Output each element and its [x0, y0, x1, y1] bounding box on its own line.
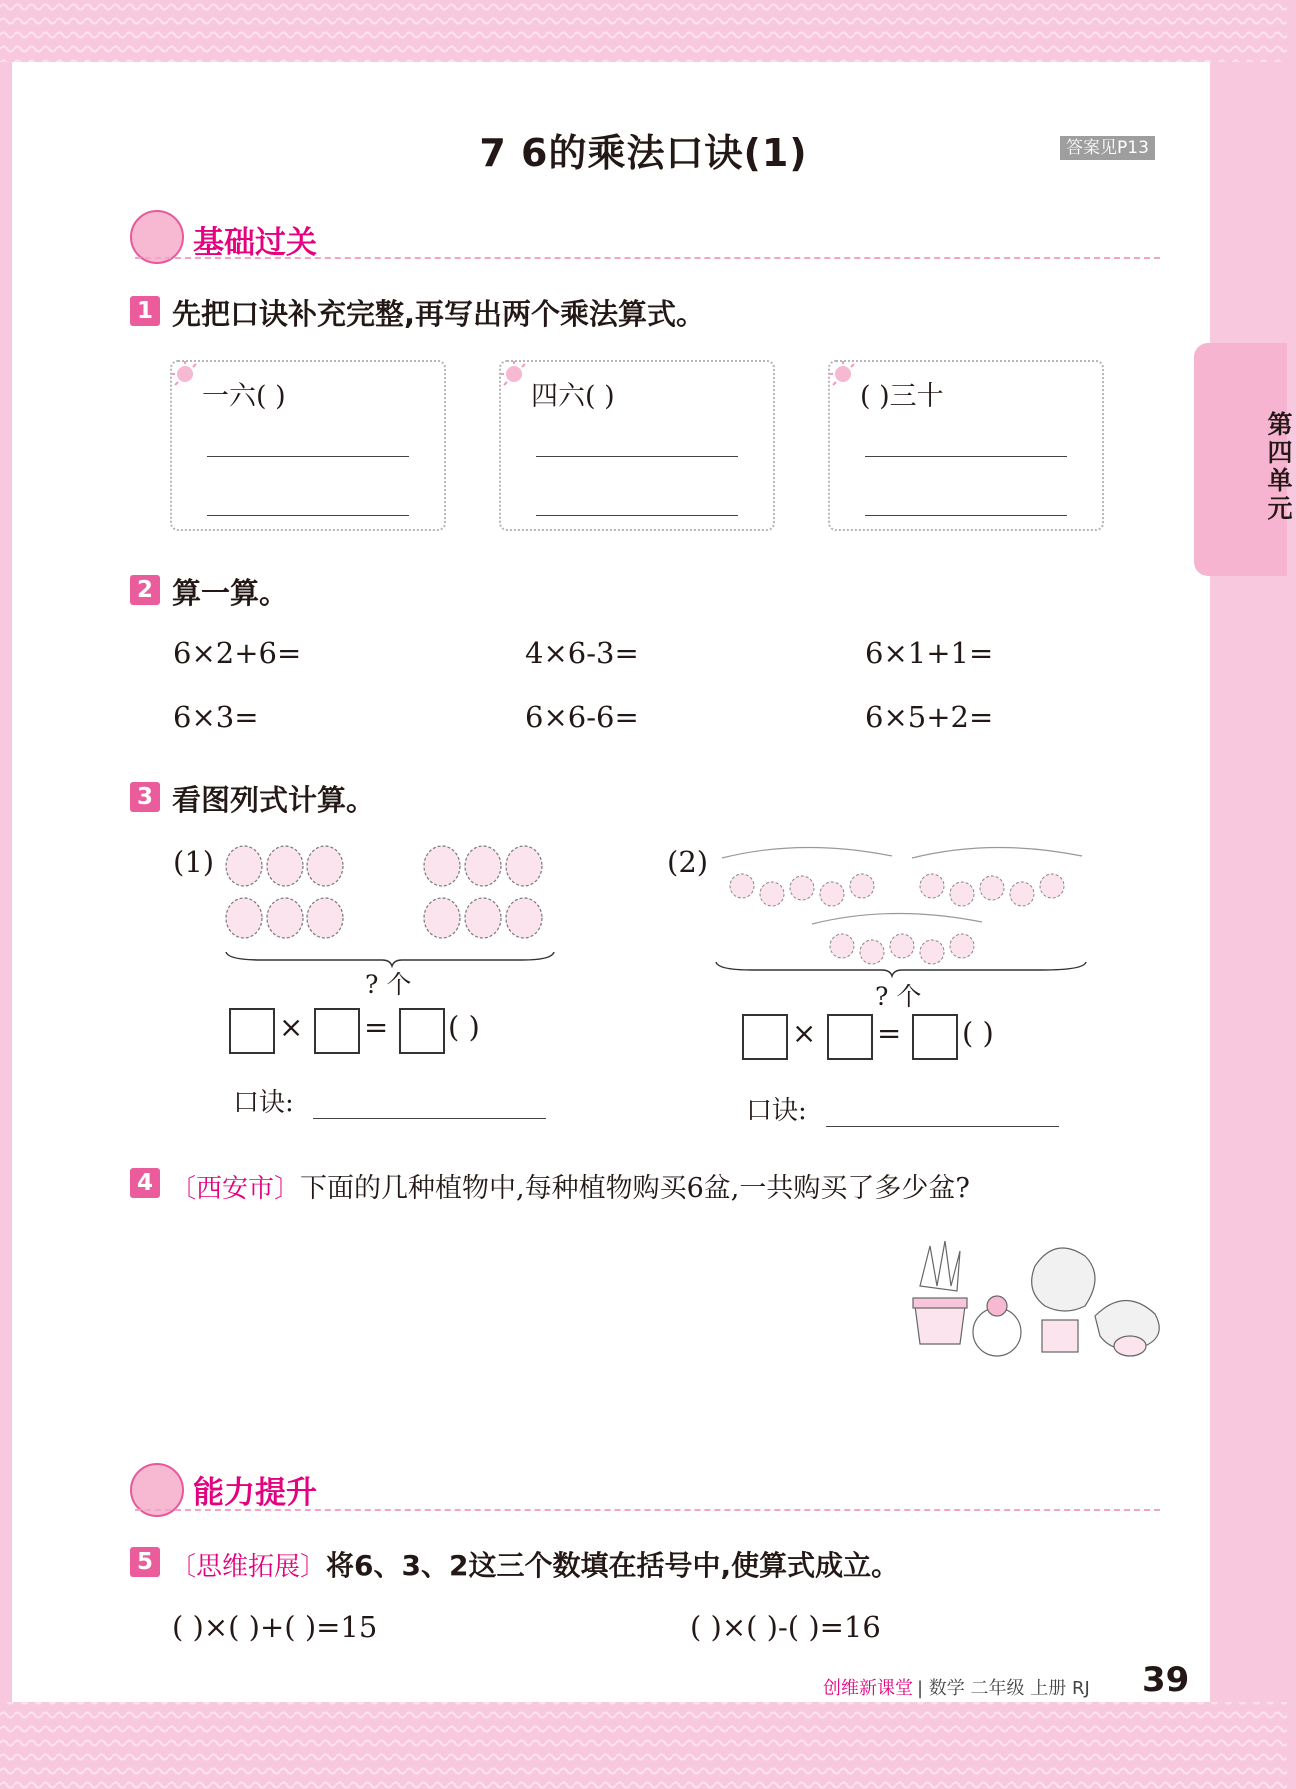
calc-item: 6×5+2=: [865, 700, 994, 734]
answer-box[interactable]: [742, 1014, 788, 1060]
section-divider: [135, 1509, 1160, 1511]
answer-line[interactable]: [207, 456, 409, 457]
sun-icon: [828, 360, 862, 390]
calc-item: 6×2+6=: [173, 636, 302, 670]
koujue-card: [499, 360, 775, 531]
equals-sign: =: [364, 1010, 389, 1044]
times-sign: ×: [279, 1010, 304, 1044]
page-title: 7 6的乘法口诀(1): [479, 131, 808, 175]
answer-reference: 答案见P13: [1060, 136, 1155, 160]
question-number: 5: [130, 1547, 160, 1577]
unit-label: 第四单元: [1264, 411, 1293, 523]
girl-mascot-icon: [130, 210, 184, 264]
koujue-label: 口诀:: [233, 1088, 294, 1118]
koujue-card: [828, 360, 1104, 531]
answer-box[interactable]: [912, 1014, 958, 1060]
part-label: (1): [173, 845, 215, 879]
question-mark-count: ? 个: [875, 982, 922, 1011]
answer-line[interactable]: [207, 515, 409, 516]
koujue-label: 口诀:: [746, 1096, 807, 1126]
koujue-text: 一六( ): [202, 381, 286, 412]
potted-plants-illustration: [905, 1236, 1170, 1376]
times-sign: ×: [792, 1016, 817, 1050]
page-number: 39: [1142, 1660, 1190, 1700]
answer-box[interactable]: [314, 1008, 360, 1054]
equation-fill[interactable]: ( )×( )-( )=16: [690, 1610, 881, 1644]
question-text: 看图列式计算。: [172, 783, 376, 817]
question-text: 先把口诀补充完整,再写出两个乘法算式。: [172, 297, 706, 331]
question-number: 3: [130, 782, 160, 812]
question-text: 算一算。: [172, 576, 289, 610]
unit-paren: ( ): [448, 1010, 480, 1044]
question-tag: 〔西安市〕: [170, 1174, 301, 1204]
equals-sign: =: [877, 1016, 902, 1050]
koujue-card: [170, 360, 446, 531]
question-number: 1: [130, 296, 160, 326]
answer-box[interactable]: [827, 1014, 873, 1060]
question-tag: 〔思维拓展〕: [170, 1552, 327, 1582]
section-divider: [135, 257, 1160, 259]
question-text: [170, 1166, 970, 1205]
part-label: (2): [667, 845, 709, 879]
unit-paren: ( ): [962, 1016, 994, 1050]
calc-item: 6×1+1=: [865, 636, 994, 670]
koujue-text: ( )三十: [860, 381, 944, 412]
calc-item: 4×6-3=: [525, 636, 639, 670]
footer-info: | 数学 二年级 上册 RJ: [917, 1678, 1090, 1699]
question-number: 2: [130, 575, 160, 605]
answer-box[interactable]: [229, 1008, 275, 1054]
equation-fill[interactable]: ( )×( )+( )=15: [172, 1610, 378, 1644]
footer-brand: 创维新课堂: [823, 1678, 913, 1699]
section-title-advanced: 能力提升: [193, 1475, 317, 1511]
calc-item: 6×3=: [173, 700, 259, 734]
answer-line[interactable]: [865, 515, 1067, 516]
answer-box[interactable]: [399, 1008, 445, 1054]
answer-line[interactable]: [536, 515, 738, 516]
unit-side-tab: [1194, 343, 1293, 576]
koujue-text: 四六( ): [531, 381, 615, 412]
question-text: [170, 1544, 899, 1584]
question-body: 将6、3、2这三个数填在括号中,使算式成立。: [326, 1549, 900, 1582]
koujue-line[interactable]: [826, 1126, 1059, 1127]
peaches-illustration: [222, 838, 567, 968]
question-mark-count: ? 个: [365, 970, 412, 999]
answer-line[interactable]: [536, 456, 738, 457]
sun-icon: [170, 360, 204, 390]
koujue-line[interactable]: [313, 1118, 546, 1119]
sun-icon: [499, 360, 533, 390]
radishes-illustration: [712, 838, 1092, 978]
calc-item: 6×6-6=: [525, 700, 639, 734]
section-title-basic: 基础过关: [193, 225, 317, 261]
answer-line[interactable]: [865, 456, 1067, 457]
question-body: 下面的几种植物中,每种植物购买6盆,一共购买了多少盆?: [300, 1173, 970, 1204]
question-number: 4: [130, 1168, 160, 1198]
